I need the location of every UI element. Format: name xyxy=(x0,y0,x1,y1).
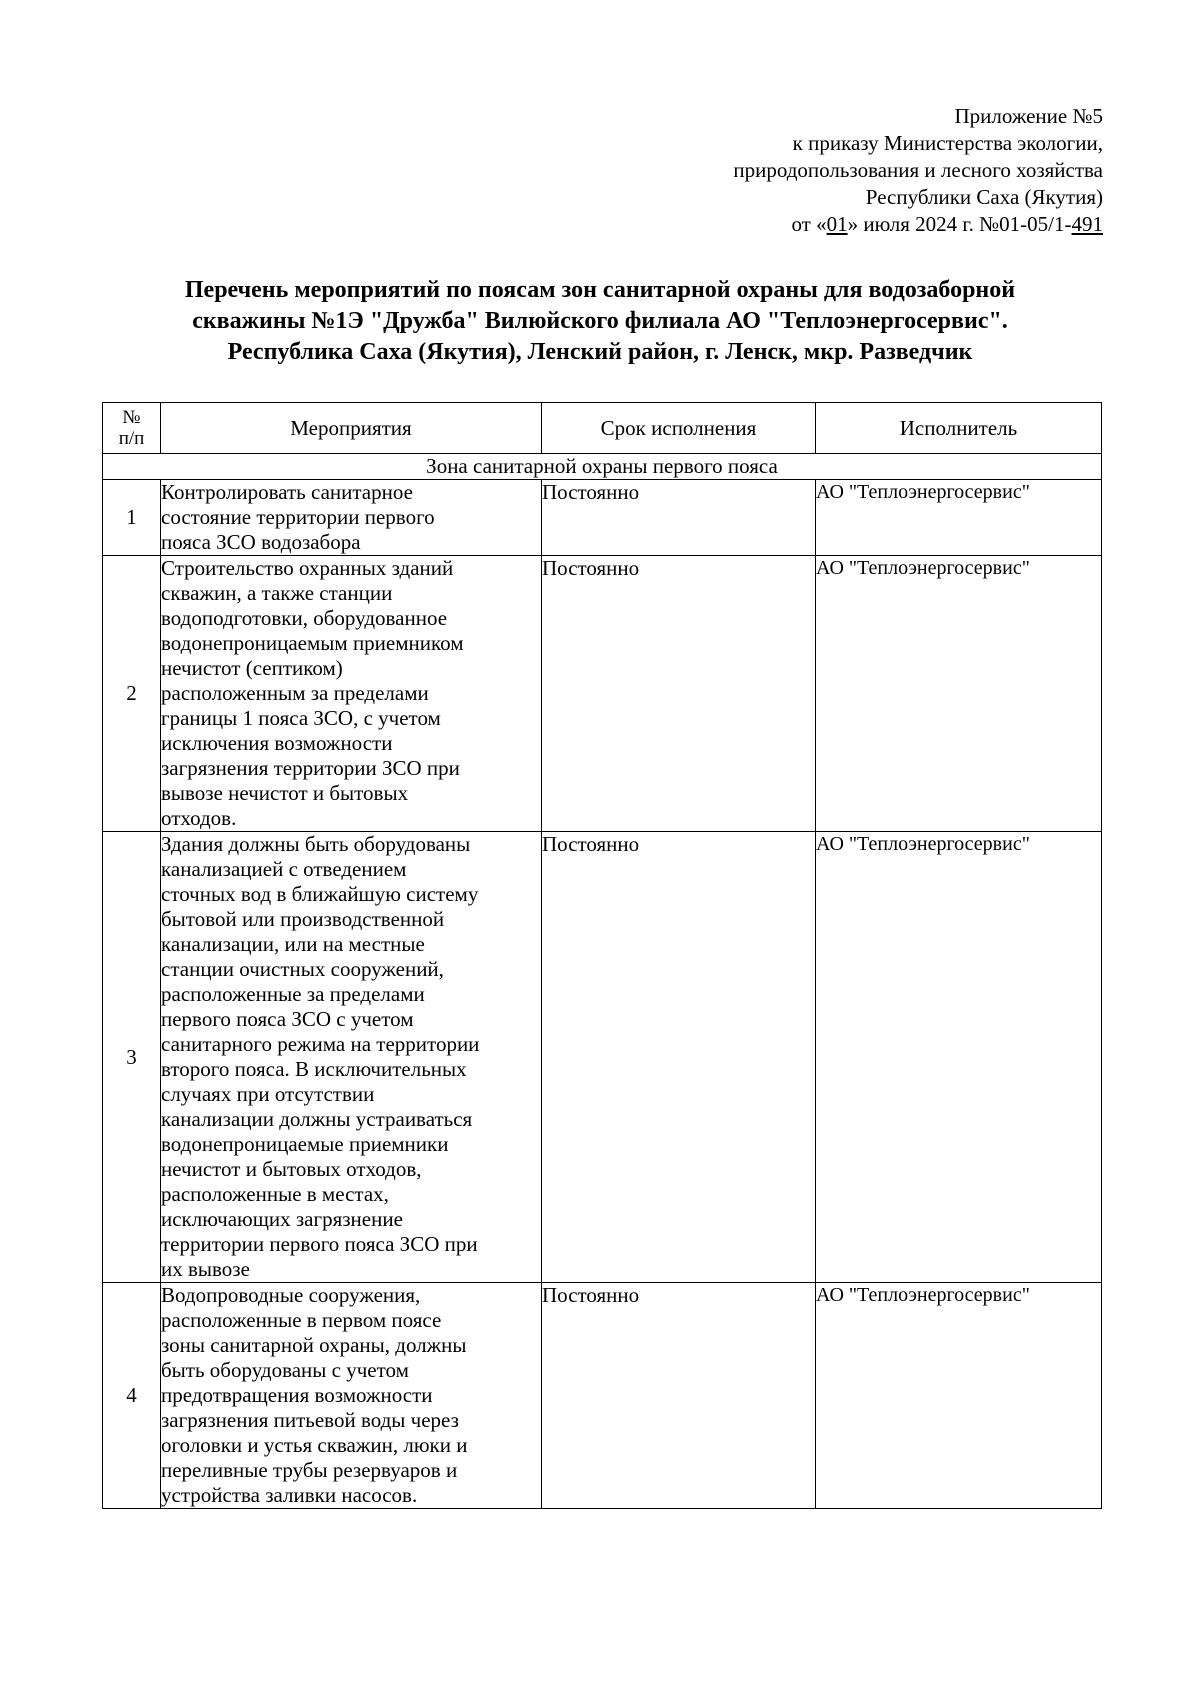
row-number: 3 xyxy=(103,832,161,1283)
activity-line: их вывозе xyxy=(161,1257,250,1281)
table-body xyxy=(103,454,1102,1509)
activity-line: Здания должны быть оборудованы xyxy=(161,832,471,856)
table-row xyxy=(103,1283,1102,1509)
date-day: 01 xyxy=(826,212,848,236)
activity-line: станции очистных сооружений, xyxy=(161,957,444,981)
row-executor: АО "Теплоэнергосервис" xyxy=(816,1283,1102,1509)
activity-line: канализации должны устраиваться xyxy=(161,1107,473,1131)
row-number: 2 xyxy=(103,556,161,832)
column-header-executor: Исполнитель xyxy=(816,403,1102,454)
title-line-1: Перечень мероприятий по поясам зон санитарной охраны для водозаборной xyxy=(184,277,1016,303)
activity-line: состояние территории первого xyxy=(161,505,435,529)
activity-line: исключения возможности xyxy=(161,731,393,755)
table-row xyxy=(103,556,1102,832)
activity-line: водонепроницаемые приемники xyxy=(161,1132,449,1156)
activity-line: территории первого пояса ЗСО при xyxy=(161,1232,478,1256)
activity-line: загрязнения территории ЗСО при xyxy=(161,756,460,780)
row-activity xyxy=(161,480,542,556)
column-header-activity: Мероприятия xyxy=(161,403,542,454)
activity-line: канализации, или на местные xyxy=(161,932,425,956)
table-row xyxy=(103,480,1102,556)
activity-line: случаях при отсутствии xyxy=(161,1082,375,1106)
activity-line: вывозе нечистот и бытовых xyxy=(161,781,409,805)
activity-line: загрязнения питьевой воды через xyxy=(161,1408,459,1432)
table-row xyxy=(103,832,1102,1283)
row-activity xyxy=(161,1283,542,1509)
column-header-number xyxy=(103,403,161,454)
document-title xyxy=(100,275,1100,368)
activity-line: расположенным за пределами xyxy=(161,681,429,705)
activity-line: оголовки и устья скважин, люки и xyxy=(161,1433,468,1457)
date-prefix: от « xyxy=(791,212,827,236)
activity-line: предотвращения возможности xyxy=(161,1383,433,1407)
activity-line: сточных вод в ближайшую систему xyxy=(161,882,479,906)
activity-line: санитарного режима на территории xyxy=(161,1032,480,1056)
activity-line: канализацией с отведением xyxy=(161,857,407,881)
column-header-number-symbol: № xyxy=(122,407,141,428)
table-header-row xyxy=(103,403,1102,454)
activity-line: границы 1 пояса ЗСО, с учетом xyxy=(161,706,441,730)
row-number: 1 xyxy=(103,480,161,556)
row-number: 4 xyxy=(103,1283,161,1509)
activity-line: расположенные за пределами xyxy=(161,982,425,1006)
row-activity xyxy=(161,556,542,832)
activity-line: зоны санитарной охраны, должны xyxy=(161,1333,467,1357)
order-ministry-line: к приказу Министерства экологии, xyxy=(792,131,1103,155)
activity-line: Контролировать санитарное xyxy=(161,480,413,504)
date-middle: » июля 2024 г. №01-05/1- xyxy=(847,212,1072,236)
order-number: 491 xyxy=(1071,212,1103,236)
activity-line: исключающих загрязнение xyxy=(161,1207,403,1231)
activity-line: водонепроницаемым приемником xyxy=(161,631,464,655)
row-term: Постоянно xyxy=(542,556,816,832)
activity-line: бытовой или производственной xyxy=(161,907,445,931)
activity-line: отходов. xyxy=(161,806,237,830)
order-republic-line: Республики Саха (Якутия) xyxy=(865,185,1103,209)
activity-line: первого пояса ЗСО с учетом xyxy=(161,1007,414,1031)
activity-line: устройства заливки насосов. xyxy=(161,1483,418,1507)
title-line-2: скважины №1Э "Дружба" Вилюйского филиала АО "Теплоэнергосервис". xyxy=(192,308,1008,334)
appendix-header xyxy=(733,103,1103,238)
row-activity xyxy=(161,832,542,1283)
activity-line: нечистот (септиком) xyxy=(161,656,343,680)
column-header-number-abbr: п/п xyxy=(118,428,145,449)
activity-line: Строительство охранных зданий xyxy=(161,556,454,580)
activity-line: Водопроводные сооружения, xyxy=(161,1283,421,1307)
activity-line: пояса ЗСО водозабора xyxy=(161,530,361,554)
activity-line: скважин, а также станции xyxy=(161,581,393,605)
row-term: Постоянно xyxy=(542,1283,816,1509)
row-executor: АО "Теплоэнергосервис" xyxy=(816,556,1102,832)
order-ministry-line-2: природопользования и лесного хозяйства xyxy=(733,158,1103,182)
order-date-line xyxy=(733,211,1103,238)
zone-row xyxy=(103,454,1102,480)
row-executor: АО "Теплоэнергосервис" xyxy=(816,480,1102,556)
column-header-term: Срок исполнения xyxy=(542,403,816,454)
activity-line: второго пояса. В исключительных xyxy=(161,1057,467,1081)
activity-line: водоподготовки, оборудованное xyxy=(161,606,448,630)
row-term: Постоянно xyxy=(542,832,816,1283)
activity-line: расположенные в местах, xyxy=(161,1182,389,1206)
row-term: Постоянно xyxy=(542,480,816,556)
zone-title: Зона санитарной охраны первого пояса xyxy=(103,454,1102,480)
activity-line: быть оборудованы с учетом xyxy=(161,1358,409,1382)
title-line-3: Республика Саха (Якутия), Ленский район, г. Ленск, мкр. Разведчик xyxy=(227,339,973,365)
row-executor: АО "Теплоэнергосервис" xyxy=(816,832,1102,1283)
appendix-label: Приложение №5 xyxy=(954,104,1103,128)
activity-line: переливные трубы резервуаров и xyxy=(161,1458,458,1482)
measures-table xyxy=(102,402,1102,1509)
activity-line: нечистот и бытовых отходов, xyxy=(161,1157,422,1181)
activity-line: расположенные в первом поясе xyxy=(161,1308,442,1332)
